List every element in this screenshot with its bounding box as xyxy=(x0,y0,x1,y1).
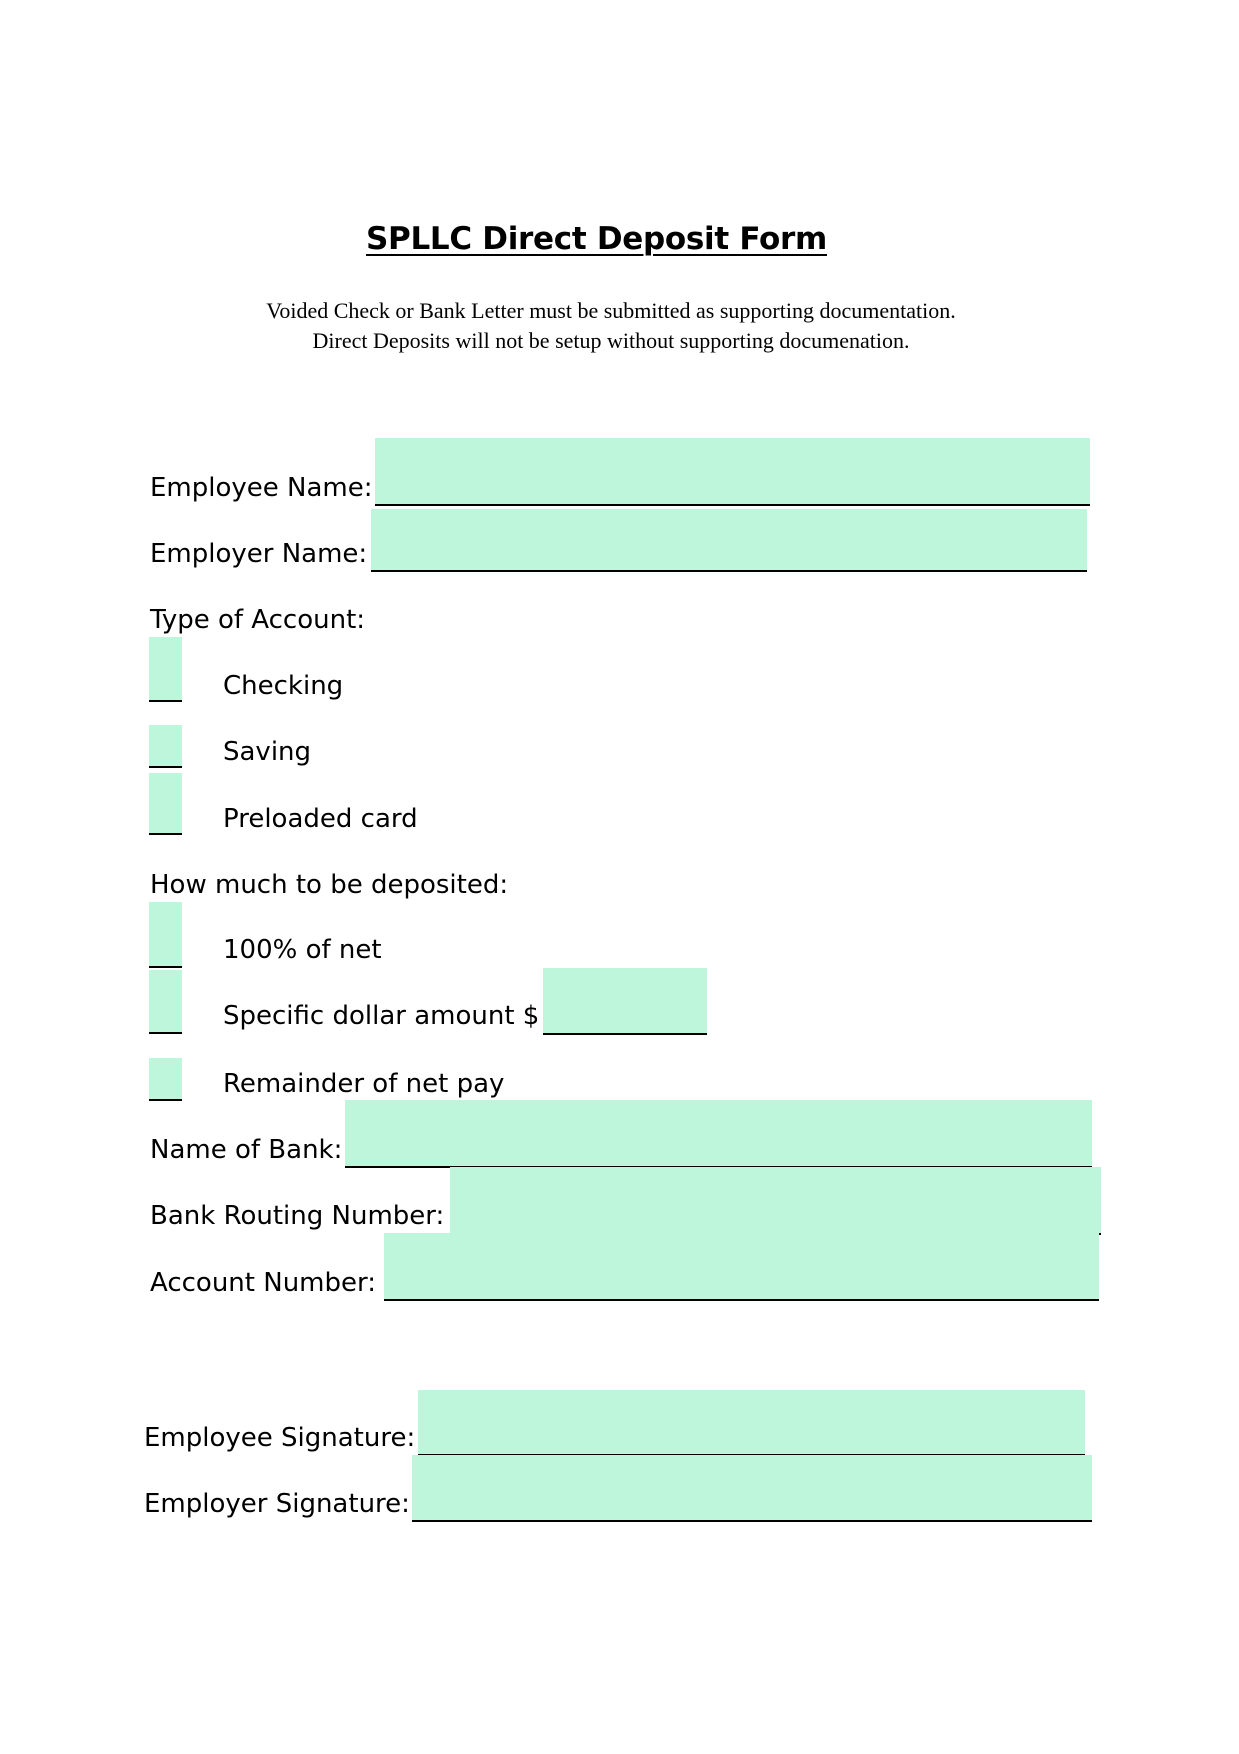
remainder-checkbox[interactable] xyxy=(149,1058,182,1101)
saving-checkbox[interactable] xyxy=(149,725,182,768)
specific-amount-checkbox[interactable] xyxy=(149,970,182,1034)
employer-signature-field[interactable] xyxy=(412,1455,1092,1522)
routing-number-field[interactable] xyxy=(450,1167,1101,1235)
notice-line-1: Voided Check or Bank Letter must be submitted as supporting documentation. xyxy=(266,298,956,323)
checking-label: Checking xyxy=(223,671,344,701)
remainder-label: Remainder of net pay xyxy=(223,1069,505,1099)
preloaded-card-checkbox[interactable] xyxy=(149,773,182,835)
full-net-checkbox[interactable] xyxy=(149,902,182,968)
specific-amount-field[interactable] xyxy=(543,968,707,1035)
employee-name-field[interactable] xyxy=(375,438,1090,506)
account-type-heading: Type of Account: xyxy=(150,605,366,635)
employee-signature-label: Employee Signature: xyxy=(144,1423,416,1453)
employee-name-label: Employee Name: xyxy=(150,473,373,503)
employee-signature-field[interactable] xyxy=(418,1390,1085,1456)
account-number-label: Account Number: xyxy=(150,1268,376,1298)
bank-name-field[interactable] xyxy=(345,1100,1092,1168)
preloaded-card-label: Preloaded card xyxy=(223,804,418,834)
employer-name-field[interactable] xyxy=(371,509,1087,572)
notice-line-2: Direct Deposits will not be setup without supporting documenation. xyxy=(312,328,910,353)
full-net-label: 100% of net xyxy=(223,935,382,965)
saving-label: Saving xyxy=(223,737,312,767)
employer-name-label: Employer Name: xyxy=(150,539,368,569)
specific-amount-label: Specific dollar amount $ xyxy=(223,1001,540,1031)
account-number-field[interactable] xyxy=(384,1233,1099,1301)
employer-signature-label: Employer Signature: xyxy=(144,1489,410,1519)
routing-number-label: Bank Routing Number: xyxy=(150,1201,445,1231)
bank-name-label: Name of Bank: xyxy=(150,1135,343,1165)
checking-checkbox[interactable] xyxy=(149,637,182,702)
deposit-amount-heading: How much to be deposited: xyxy=(150,870,509,900)
form-title: SPLLC Direct Deposit Form xyxy=(366,221,827,257)
